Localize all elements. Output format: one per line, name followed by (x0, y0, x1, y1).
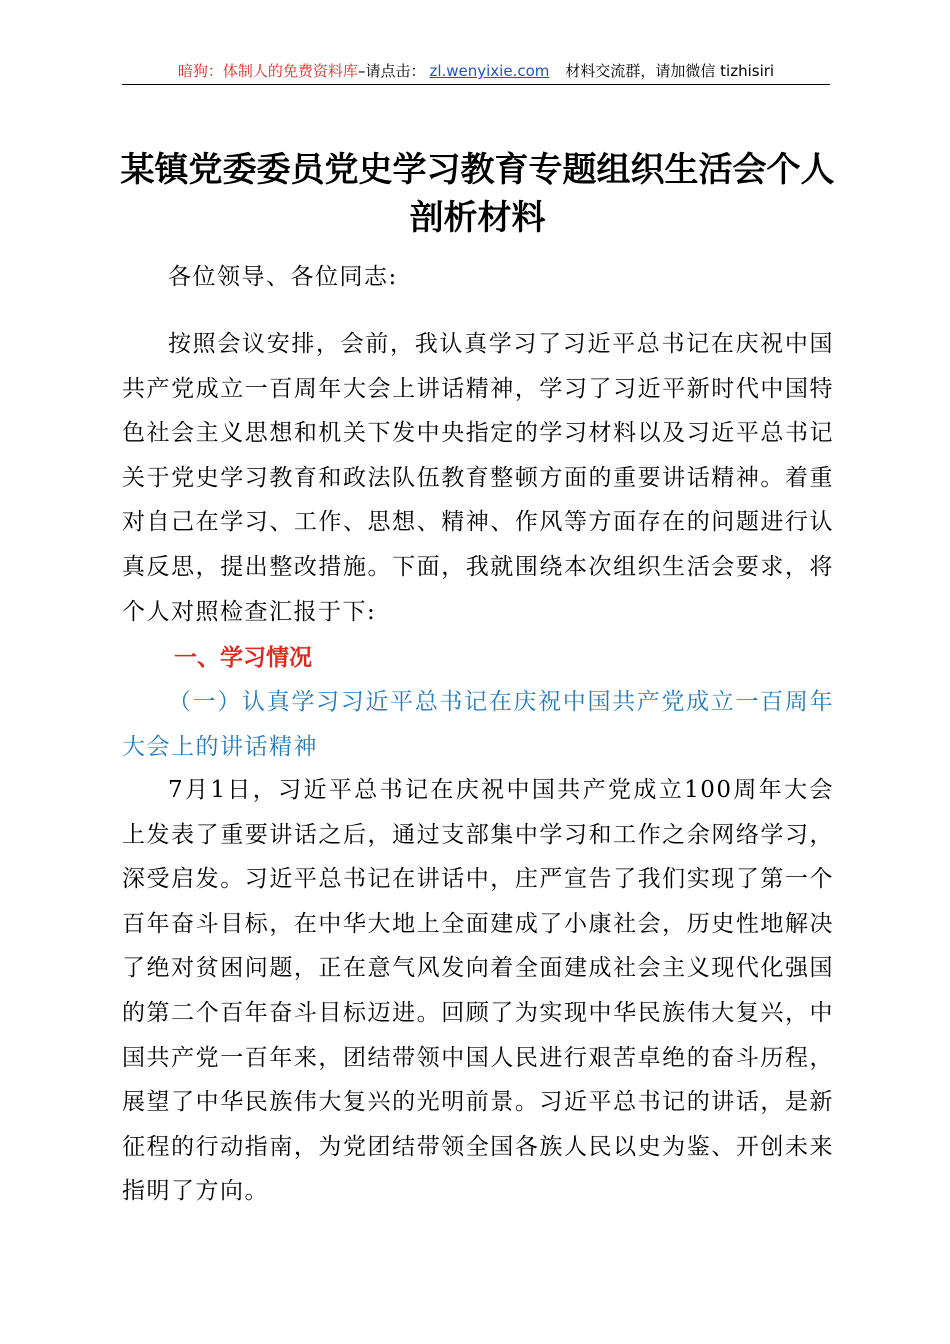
salutation: 各位领导、各位同志: (168, 264, 398, 290)
page-header (122, 58, 830, 85)
header-link[interactable]: zl.wenyixie.com (429, 62, 550, 80)
body-paragraph: 7月1日，习近平总书记在庆祝中国共产党成立100周年大会上发表了重要讲话之后，通过支部集中学习和工作之余网络学习，深受启发。习近平总书记在讲话中，庄严宣告了我们实现了第一个百年奋斗目标，在中华大地上全面建成了小康社会，历史性地解决了绝对贫困问题，正在意气风发向着全面建成社会主义现代化强国的第二个百年奋斗目标迈进。回顾了为实现中华民族伟大复兴，中国共产党一百年来，团结带领中国人民进行艰苦卓绝的奋斗历程，展望了中华民族伟大复兴的光明前景。习近平总书记的讲话，是新征程的行动指南，为党团结带领全国各族人民以史为鉴、开创未来指明了方向。 (122, 777, 834, 1205)
intro-paragraph: 按照会议安排，会前，我认真学习了习近平总书记在庆祝中国共产党成立一百周年大会上讲话精神，学习了习近平新时代中国特色社会主义思想和机关下发中央指定的学习材料以及习近平总书记关于党史学习教育和政法队伍教育整顿方面的重要讲话精神。着重对自己在学习、工作、思想、精神、作风等方面存在的问题进行认真反思，提出整改措施。下面，我就围绕本次组织生活会要求，将个人对照检查汇报于下: (122, 331, 834, 625)
document-title: 某镇党委委员党史学习教育专题组织生活会个人剖析材料 (120, 150, 835, 238)
section-heading: 一、学习情况 (174, 645, 312, 671)
subsection-heading: （一）认真学习习近平总书记在庆祝中国共产党成立一百周年大会上的讲话精神 (122, 689, 834, 760)
header-site-name: 暗狗：体制人的免费资料库 (177, 62, 358, 80)
header-wechat: 材料交流群，请加微信 tizhisiri (565, 62, 775, 80)
header-click-text: –请点击： (357, 62, 426, 80)
